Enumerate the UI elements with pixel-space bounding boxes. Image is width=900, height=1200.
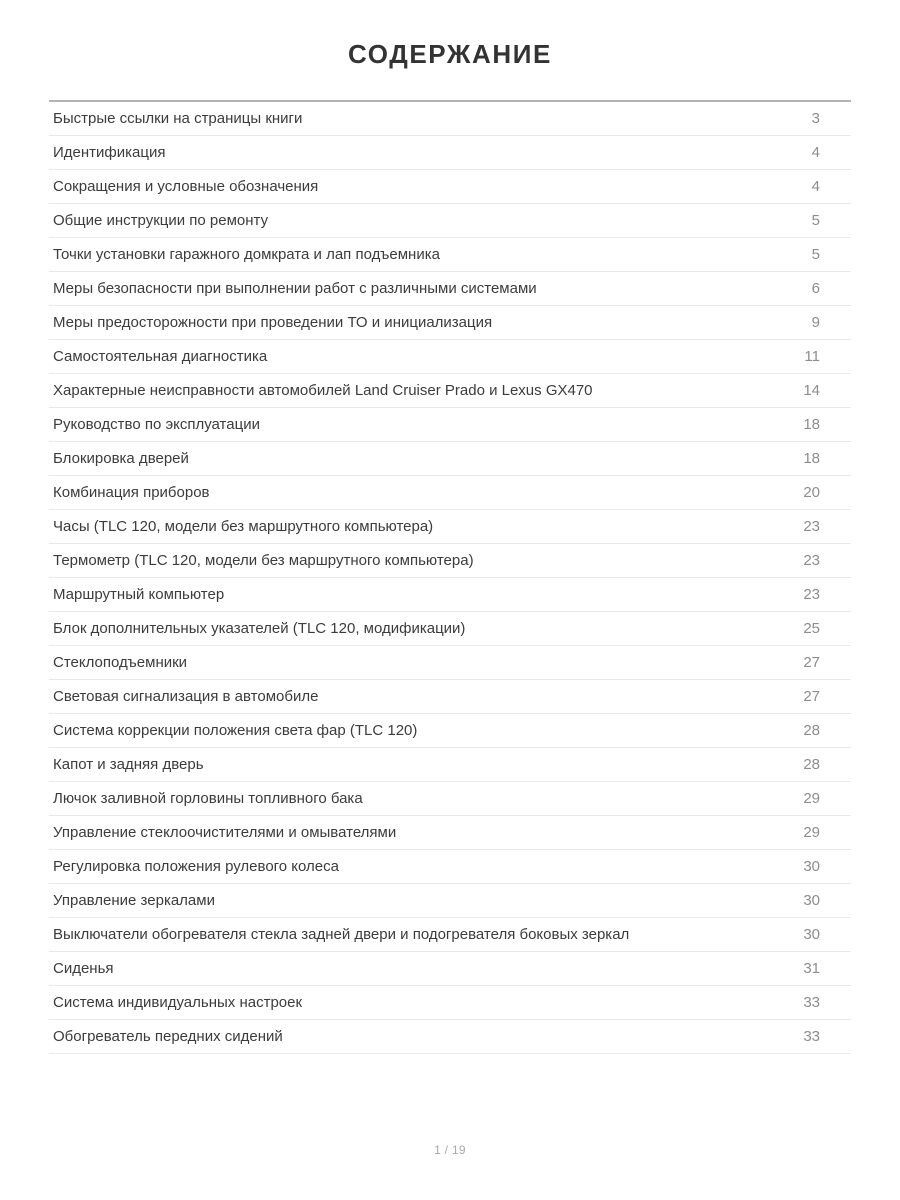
page-indicator: 1 / 19 <box>434 1143 466 1157</box>
toc-entry[interactable] <box>49 884 851 918</box>
toc-entry-title: Световая сигнализация в автомобиле <box>53 687 319 705</box>
toc-entry-title: Выключатели обогревателя стекла задней двери и подогревателя боковых зеркал <box>53 925 630 943</box>
toc-entry-title: Система коррекции положения света фар (TLC 120) <box>53 721 418 739</box>
toc-entry-title: Система индивидуальных настроек <box>53 993 303 1011</box>
toc-entry[interactable] <box>49 816 851 850</box>
toc-entry[interactable] <box>49 238 851 272</box>
toc-entry-title: Обогреватель передних сидений <box>53 1027 283 1045</box>
toc-entry[interactable] <box>49 408 851 442</box>
toc-entry[interactable] <box>49 578 851 612</box>
toc-entry-page-number: 4 <box>811 143 820 161</box>
toc-entry-title: Капот и задняя дверь <box>53 755 204 773</box>
toc-entry-title: Точки установки гаражного домкрата и лап подъемника <box>53 245 440 263</box>
toc-entry-title: Меры предосторожности при проведении ТО и инициализация <box>53 313 493 331</box>
toc-entry-title: Лючок заливной горловины топливного бака <box>53 789 363 807</box>
toc-entry-page-number: 6 <box>811 279 820 297</box>
toc-entry-page-number: 4 <box>811 177 820 195</box>
toc-entry-title: Сокращения и условные обозначения <box>53 177 319 195</box>
toc-entry-title: Управление стеклоочистителями и омывателями <box>53 823 397 841</box>
toc-entry-title: Регулировка положения рулевого колеса <box>53 857 339 875</box>
toc-entry[interactable] <box>49 612 851 646</box>
toc-entry-page-number: 29 <box>803 823 820 841</box>
toc-entry-title: Сиденья <box>53 959 114 977</box>
toc-entry-title: Часы (TLC 120, модели без маршрутного компьютера) <box>53 517 434 535</box>
toc-entry-page-number: 28 <box>803 721 820 739</box>
toc-entry[interactable] <box>49 272 851 306</box>
toc-entry[interactable] <box>49 374 851 408</box>
toc-entry-title: Блок дополнительных указателей (TLC 120, модификации) <box>53 619 466 637</box>
toc-entry[interactable] <box>49 442 851 476</box>
toc-entry[interactable] <box>49 748 851 782</box>
toc-entry-page-number: 33 <box>803 993 820 1011</box>
toc-entry-page-number: 33 <box>803 1027 820 1045</box>
toc-entry-page-number: 30 <box>803 891 820 909</box>
toc-entry[interactable] <box>49 306 851 340</box>
toc-entry[interactable] <box>49 204 851 238</box>
page-title: СОДЕРЖАНИЕ <box>348 39 552 69</box>
toc-entry-page-number: 31 <box>803 959 820 977</box>
toc-entry-page-number: 29 <box>803 789 820 807</box>
toc-entry[interactable] <box>49 680 851 714</box>
toc-entry-page-number: 23 <box>803 551 820 569</box>
toc-entry-page-number: 27 <box>803 653 820 671</box>
toc-entry[interactable] <box>49 918 851 952</box>
toc-entry[interactable] <box>49 102 851 136</box>
toc-entry-page-number: 25 <box>803 619 820 637</box>
toc-entry-title: Быстрые ссылки на страницы книги <box>53 109 303 127</box>
toc-entry[interactable] <box>49 952 851 986</box>
toc-entry[interactable] <box>49 986 851 1020</box>
toc-entry[interactable] <box>49 1020 851 1054</box>
toc-entry[interactable] <box>49 136 851 170</box>
toc-entry-page-number: 5 <box>811 211 820 229</box>
toc-entry-title: Маршрутный компьютер <box>53 585 225 603</box>
toc-entry-title: Стеклоподъемники <box>53 653 188 671</box>
toc-entry-page-number: 14 <box>803 381 820 399</box>
toc-entry[interactable] <box>49 340 851 374</box>
toc-entry-title: Характерные неисправности автомобилей Land Cruiser Prado и Lexus GX470 <box>53 381 593 399</box>
toc-entry-page-number: 18 <box>803 449 820 467</box>
toc-entry-title: Самостоятельная диагностика <box>53 347 268 365</box>
toc-entry-title: Блокировка дверей <box>53 449 189 467</box>
toc-entry-title: Комбинация приборов <box>53 483 210 501</box>
toc-entry-title: Идентификация <box>53 143 166 161</box>
toc-entry-title: Руководство по эксплуатации <box>53 415 260 433</box>
table-of-contents <box>49 100 851 1054</box>
toc-entry-page-number: 30 <box>803 857 820 875</box>
toc-entry-title: Управление зеркалами <box>53 891 215 909</box>
toc-entry-page-number: 11 <box>804 347 820 365</box>
toc-entry[interactable] <box>49 510 851 544</box>
toc-entry-page-number: 30 <box>803 925 820 943</box>
toc-entry[interactable] <box>49 646 851 680</box>
toc-entry[interactable] <box>49 170 851 204</box>
toc-entry-page-number: 9 <box>811 313 820 331</box>
toc-entry-page-number: 20 <box>803 483 820 501</box>
toc-entry[interactable] <box>49 850 851 884</box>
toc-entry[interactable] <box>49 476 851 510</box>
toc-entry[interactable] <box>49 782 851 816</box>
toc-entry[interactable] <box>49 714 851 748</box>
toc-entry-title: Меры безопасности при выполнении работ с различными системами <box>53 279 537 297</box>
toc-entry[interactable] <box>49 544 851 578</box>
toc-entry-page-number: 18 <box>803 415 820 433</box>
toc-entry-title: Общие инструкции по ремонту <box>53 211 269 229</box>
toc-entry-title: Термометр (TLC 120, модели без маршрутного компьютера) <box>53 551 474 569</box>
toc-entry-page-number: 28 <box>803 755 820 773</box>
toc-entry-page-number: 27 <box>803 687 820 705</box>
toc-entry-page-number: 5 <box>811 245 820 263</box>
toc-entry-page-number: 23 <box>803 517 820 535</box>
toc-entry-page-number: 23 <box>803 585 820 603</box>
toc-entry-page-number: 3 <box>811 109 820 127</box>
